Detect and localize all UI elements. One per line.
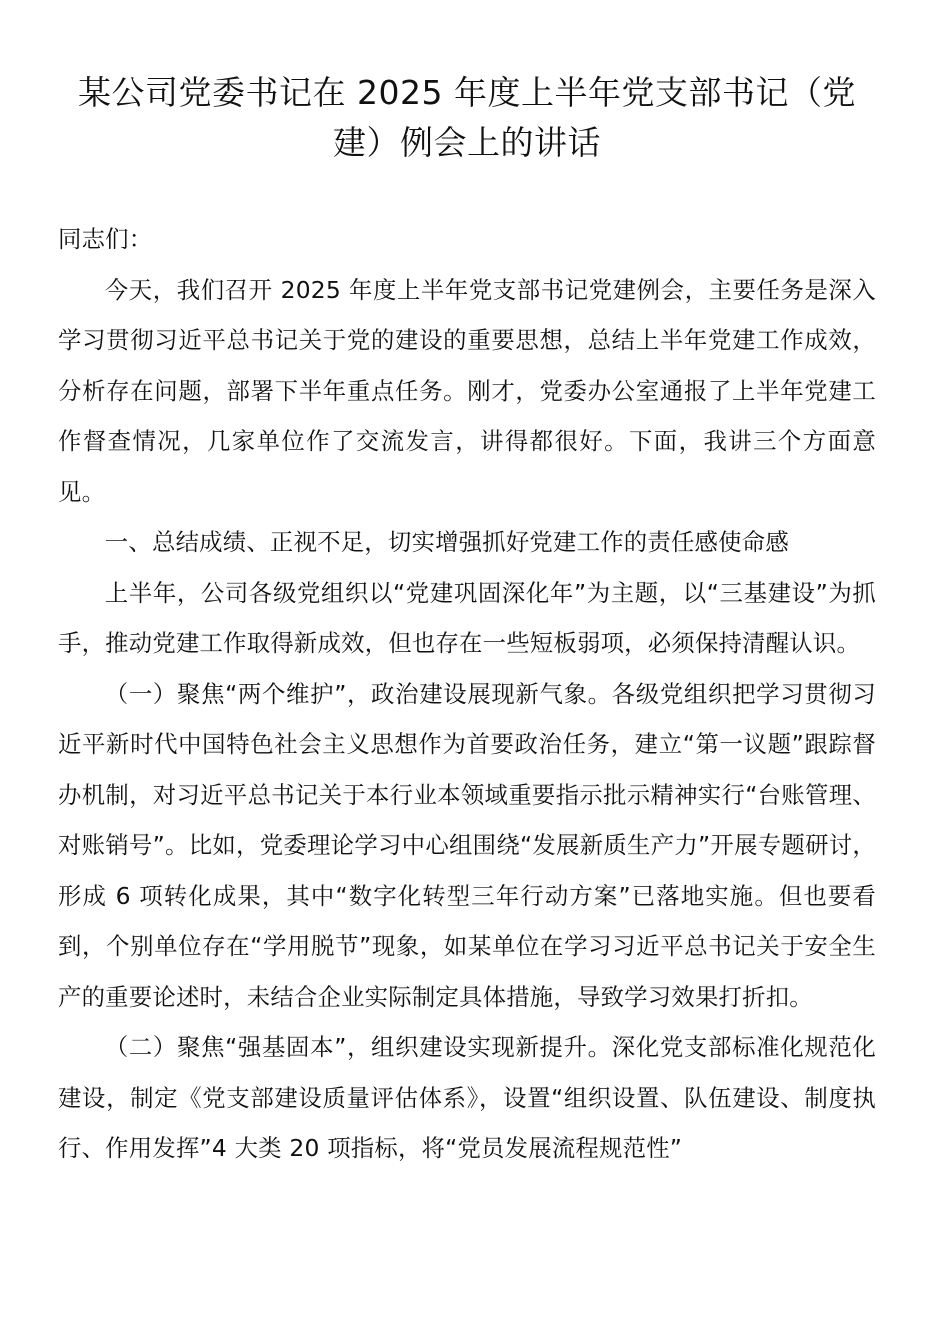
- document-title: 某公司党委书记在 2025 年度上半年党支部书记（党建）例会上的讲话: [78, 73, 856, 162]
- greeting: 同志们：: [58, 225, 153, 253]
- section-heading-1: 一、总结成绩、正视不足，切实增强抓好党建工作的责任感使命感: [104, 528, 789, 556]
- paragraph-intro: 今天，我们召开 2025 年度上半年党支部书记党建例会，主要任务是深入学习贯彻习近平总书记关于党的建设的重要思想，总结上半年党建工作成效，分析存在问题，部署下半年重点任务。刚才，党委办公室通报了上半年党建工作督查情况，几家单位作了交流发言，讲得都很好。下面，我讲三个方面意见。: [58, 275, 876, 506]
- paragraph-political-building: （一）聚焦“两个维护”，政治建设展现新气象。各级党组织把学习贯彻习近平新时代中国特色社会主义思想作为首要政治任务，建立“第一议题”跟踪督办机制，对习近平总书记关于本行业本领域重要指示批示精神实行“台账管理、对账销号”。比如，党委理论学习中心组围绕“发展新质生产力”开展专题研讨，形成 6 项转化成果，其中“数字化转型三年行动方案”已落地实施。但也要看到，个别单位存在“学用脱节”现象，如某单位在学习习近平总书记关于安全生产的重要论述时，未结合企业实际制定具体措施，导致学习效果打折扣。: [58, 679, 876, 1011]
- paragraph-organization-building: （二）聚焦“强基固本”，组织建设实现新提升。深化党支部标准化规范化建设，制定《党支部建设质量评估体系》，设置“组织设置、队伍建设、制度执行、作用发挥”4 大类 20 项指标，将“党员发展流程规范性”: [58, 1033, 876, 1162]
- paragraph-summary: 上半年，公司各级党组织以“党建巩固深化年”为主题，以“三基建设”为抓手，推动党建工作取得新成效，但也存在一些短板弱项，必须保持清醒认识。: [58, 578, 876, 657]
- document-body: [58, 214, 876, 1174]
